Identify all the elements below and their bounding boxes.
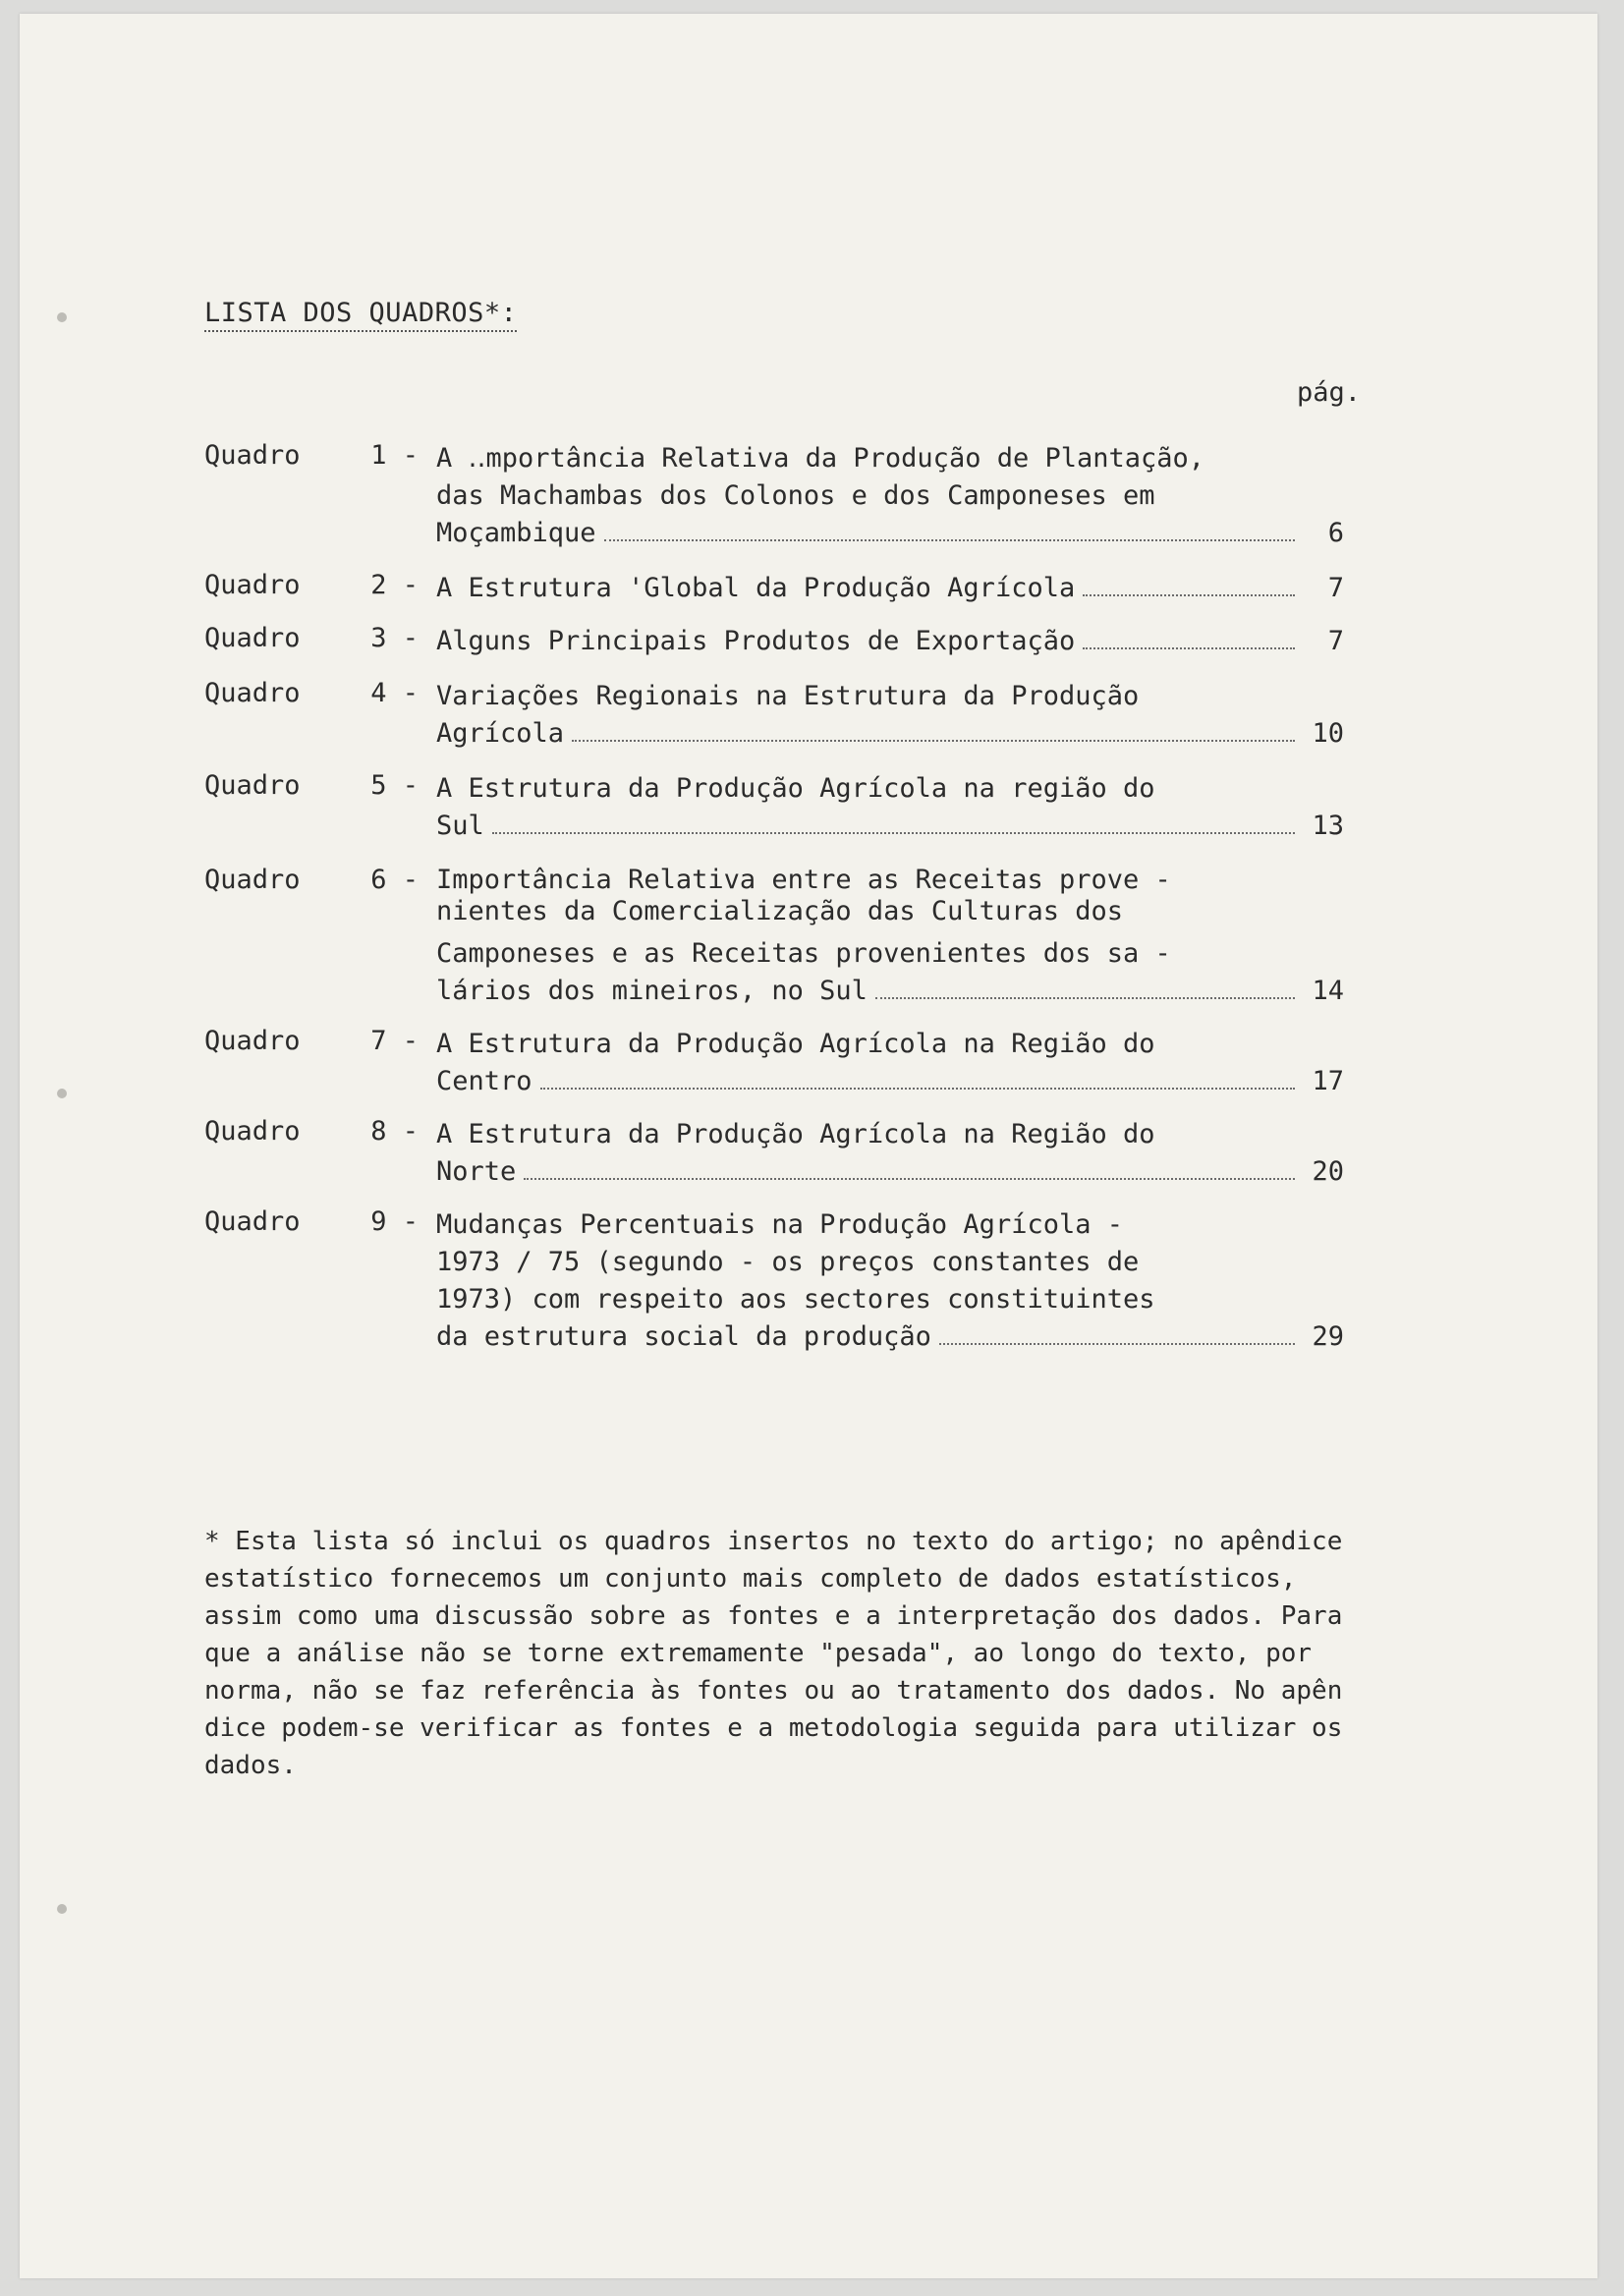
entry-number: 6 - — [370, 865, 419, 895]
entry-title — [436, 865, 1301, 1010]
footnote-line: estatístico fornecemos um conjunto mais completo de dados estatísticos, — [204, 1564, 1297, 1594]
entry-title-line: lários dos mineiros, no Sul — [436, 973, 1301, 1010]
entry-title — [436, 570, 1301, 607]
leader-dots — [540, 1087, 1295, 1090]
entry-label: Quadro — [204, 678, 301, 708]
entry-title-line: A ‥mportância Relativa da Produção de Plantação, — [436, 443, 1205, 474]
entry-label: Quadro — [204, 1206, 301, 1237]
entry-title-line: A Estrutura 'Global da Produção Agrícola — [436, 570, 1301, 607]
entry-title — [436, 1116, 1301, 1191]
entry-number: 3 - — [370, 623, 419, 653]
entry-title-line: Centro — [436, 1063, 1301, 1100]
entry-page-number: 13 — [1312, 811, 1344, 841]
leader-dots — [572, 739, 1295, 742]
entry-number: 8 - — [370, 1116, 419, 1147]
entry-title — [436, 623, 1301, 660]
footnote-line: * Esta lista só inclui os quadros insertos no texto do artigo; no apêndice — [204, 1527, 1343, 1556]
list-title: LISTA DOS QUADROS*: — [204, 298, 517, 332]
entry-number: 2 - — [370, 570, 419, 600]
entry-title-line: Alguns Principais Produtos de Exportação — [436, 623, 1301, 660]
entry-label: Quadro — [204, 623, 301, 653]
entry-label: Quadro — [204, 570, 301, 600]
binding-hole-mark — [57, 312, 67, 322]
entry-page-number: 14 — [1312, 976, 1344, 1006]
entry-page-number: 17 — [1312, 1066, 1344, 1096]
entry-page-number: 7 — [1327, 626, 1344, 656]
entry-title — [436, 1206, 1301, 1356]
entry-title — [436, 678, 1301, 753]
entry-title — [436, 770, 1301, 845]
leader-dots — [1083, 593, 1295, 596]
leader-dots — [875, 996, 1295, 999]
entry-title-line: Variações Regionais na Estrutura da Produção — [436, 681, 1140, 711]
entry-title-line: A Estrutura da Produção Agrícola na Região do — [436, 1119, 1155, 1149]
entry-label: Quadro — [204, 1116, 301, 1147]
entry-title-line: A Estrutura da Produção Agrícola na Região do — [436, 1029, 1155, 1059]
footnote-line: que a análise não se torne extremamente "pesada", ao longo do texto, por — [204, 1639, 1313, 1668]
leader-dots — [524, 1177, 1295, 1180]
entry-title-line: Moçambique — [436, 515, 1301, 552]
entry-number: 7 - — [370, 1026, 419, 1056]
entry-title-line: 1973) com respeito aos sectores constituintes — [436, 1284, 1155, 1315]
binding-hole-mark — [57, 1904, 67, 1914]
leader-dots — [604, 538, 1295, 541]
entry-page-number: 7 — [1327, 573, 1344, 603]
entry-title-line: nientes da Comercialização das Culturas dos — [436, 896, 1123, 926]
entry-number: 4 - — [370, 678, 419, 708]
entry-title — [436, 440, 1301, 552]
entry-title-line: das Machambas dos Colonos e dos Camponeses em — [436, 480, 1155, 511]
entry-title-line: da estrutura social da produção — [436, 1318, 1301, 1356]
entry-title-line: Camponeses e as Receitas provenientes dos sa - — [436, 938, 1171, 969]
entry-label: Quadro — [204, 1026, 301, 1056]
footnote-line: assim como uma discussão sobre as fontes e a interpretação dos dados. Para — [204, 1601, 1343, 1631]
entry-title-line: Mudanças Percentuais na Produção Agrícola - — [436, 1209, 1123, 1240]
entry-title-line: Norte — [436, 1153, 1301, 1191]
entry-label: Quadro — [204, 865, 301, 895]
entry-title-line: Importância Relativa entre as Receitas prove - — [436, 865, 1171, 895]
entry-number: 5 - — [370, 770, 419, 801]
entry-label: Quadro — [204, 440, 301, 471]
leader-dots — [492, 831, 1295, 834]
entry-page-number: 6 — [1327, 518, 1344, 548]
leader-dots — [939, 1342, 1295, 1345]
entry-title-line: Sul — [436, 808, 1301, 845]
entry-page-number: 20 — [1312, 1156, 1344, 1187]
footnote-line: dice podem-se verificar as fontes e a metodologia seguida para utilizar os — [204, 1713, 1343, 1743]
entry-label: Quadro — [204, 770, 301, 801]
entry-title — [436, 1026, 1301, 1100]
entry-number: 1 - — [370, 440, 419, 471]
footnote — [204, 1523, 1442, 1784]
page-column-label: pág. — [1297, 377, 1362, 408]
leader-dots — [1083, 646, 1295, 649]
footnote-line: dados. — [204, 1751, 297, 1780]
entry-title-line: 1973 / 75 (segundo - os preços constantes de — [436, 1247, 1140, 1277]
entry-number: 9 - — [370, 1206, 419, 1237]
footnote-line: norma, não se faz referência às fontes ou ao tratamento dos dados. No apên — [204, 1676, 1343, 1706]
entry-page-number: 29 — [1312, 1321, 1344, 1352]
binding-hole-mark — [57, 1089, 67, 1098]
entry-title-line: Agrícola — [436, 715, 1301, 753]
entry-page-number: 10 — [1312, 718, 1344, 749]
entry-title-line: A Estrutura da Produção Agrícola na região do — [436, 773, 1155, 804]
